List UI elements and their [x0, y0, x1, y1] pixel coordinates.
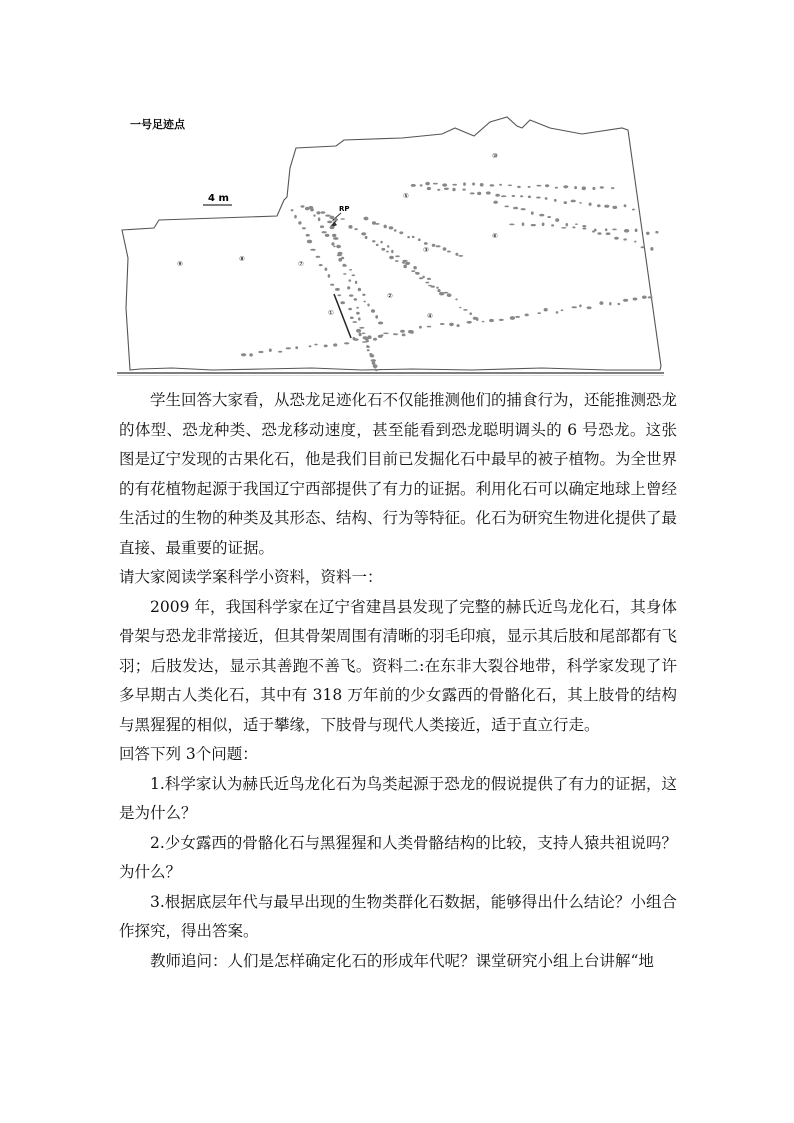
footprint	[364, 337, 369, 340]
footprint	[531, 224, 536, 226]
footprint	[363, 301, 366, 303]
footprint	[536, 197, 541, 199]
footprint	[463, 182, 466, 185]
footprint	[515, 316, 520, 318]
trackway-number-6: ⑥	[492, 232, 498, 240]
footprint	[582, 228, 586, 230]
footprint	[582, 225, 586, 227]
footprint	[403, 265, 407, 269]
footprint	[459, 307, 461, 309]
footprint	[561, 227, 566, 229]
footprint	[313, 214, 315, 216]
paragraph-teacher-followup: 教师追问：人们是怎样确定化石的形成年代呢？课堂研究小组上台讲解“地	[150, 951, 654, 970]
footprint	[489, 319, 494, 322]
footprint	[356, 307, 359, 309]
footprint	[364, 217, 369, 221]
footprint	[536, 185, 541, 187]
trackway-number-5: ⑤	[403, 192, 409, 200]
footprint	[597, 204, 601, 207]
footprint	[564, 201, 568, 204]
footprint	[319, 264, 323, 266]
footprint	[517, 186, 521, 188]
footprint	[321, 211, 326, 214]
body-text	[119, 386, 677, 976]
footprint	[582, 186, 586, 190]
footprint	[333, 237, 339, 240]
footprint	[355, 281, 357, 284]
trackway-number-4: ④	[427, 312, 433, 320]
footprint	[486, 191, 491, 194]
footprint	[432, 244, 436, 247]
question-1: 1.科学家认为赫氏近鸟龙化石为鸟类起源于恐龙的假说提供了有力的证据，这是为什么？	[119, 774, 677, 822]
footprint	[294, 215, 297, 219]
paragraph-materials: 2009 年，我国科学家在辽宁省建昌县发现了完整的赫氏近鸟龙化石，其身体骨架与恐龙非常接近，但其骨架周围有清晰的羽毛印痕，显示其后肢和尾部都有飞羽；后肢发达，显示其善跑不善飞。资料二:在东非大裂谷地带，科学家发现了许多早期古人类化石，其中有 318 万年前的少女露西的骨骼化石，其上肢骨的结构与黑猩猩的相似，适于攀缘，下肢骨与现代人类接近，适于直立行走。	[119, 597, 678, 734]
footprint	[395, 255, 400, 257]
footprint	[490, 184, 495, 186]
scale-stick	[334, 294, 351, 338]
footprint	[462, 189, 465, 191]
footprint	[642, 296, 647, 299]
figure-title: 一号足迹点	[130, 118, 185, 131]
footprint	[624, 229, 629, 233]
footprint	[342, 265, 347, 267]
footprint	[499, 184, 502, 186]
footprint	[433, 183, 438, 185]
footprint	[362, 333, 366, 335]
footprint	[605, 228, 607, 231]
footprint	[528, 186, 531, 188]
footprint	[402, 334, 406, 337]
footprint	[554, 199, 557, 202]
footprint	[365, 236, 368, 239]
footprint	[495, 194, 500, 197]
footprint	[359, 327, 364, 329]
footprint	[522, 222, 525, 226]
footprint	[338, 258, 342, 262]
footprint	[646, 232, 650, 235]
footprint	[617, 303, 620, 305]
footprint	[325, 215, 330, 217]
footprint	[634, 241, 636, 243]
footprint	[436, 287, 439, 289]
footprint	[305, 207, 310, 211]
footprint	[373, 338, 377, 341]
footprint	[389, 256, 394, 260]
footprint	[544, 308, 548, 311]
footprint	[612, 229, 617, 231]
footprint	[278, 351, 282, 353]
trackway-number-3: ③	[423, 246, 429, 254]
footprint	[579, 304, 581, 307]
footprint	[480, 183, 484, 187]
footprint	[380, 241, 382, 244]
footprint	[316, 256, 321, 258]
footprint	[539, 214, 544, 217]
footprint	[320, 225, 324, 228]
footprint	[437, 189, 440, 191]
footprint	[354, 228, 357, 230]
footprint	[444, 188, 449, 190]
footprint	[314, 344, 317, 346]
footprint	[650, 247, 653, 251]
footprint	[332, 234, 336, 237]
footprint	[547, 216, 551, 218]
footprint	[512, 195, 516, 197]
footprint	[316, 211, 320, 214]
footprint	[354, 298, 358, 301]
footprint	[614, 237, 619, 240]
footprint	[366, 345, 369, 348]
footprint	[362, 294, 365, 296]
footprint	[378, 322, 383, 325]
footprint	[400, 330, 405, 333]
footprint	[635, 229, 638, 233]
footprint	[609, 302, 611, 305]
footprint	[572, 306, 577, 308]
footprint	[425, 282, 429, 284]
footprint	[476, 317, 478, 321]
footprint	[455, 253, 458, 256]
footprint	[361, 232, 366, 235]
footprint	[440, 323, 445, 325]
footprint	[386, 251, 389, 253]
footprint	[370, 354, 374, 357]
footprint	[477, 192, 481, 195]
footprint	[525, 314, 529, 317]
footprint	[389, 226, 394, 229]
footprint	[482, 321, 485, 323]
footprint	[606, 232, 611, 235]
footprint	[334, 218, 338, 221]
footprint	[330, 226, 335, 230]
footprint	[499, 319, 504, 321]
footprint	[528, 196, 531, 199]
footprint	[508, 185, 512, 187]
footprint	[325, 234, 330, 237]
rp-label: RP	[339, 205, 350, 213]
footprint	[504, 206, 509, 208]
footprint	[291, 209, 294, 211]
footprint	[375, 223, 379, 225]
footprint	[372, 240, 375, 242]
trackway-number-9: ⑨	[177, 260, 183, 268]
trackway-number-1: ①	[328, 309, 334, 317]
footprint	[333, 343, 337, 346]
footprint	[436, 245, 441, 247]
footprint	[561, 309, 564, 311]
footprint	[411, 184, 416, 187]
footprint	[579, 202, 582, 204]
footprint	[575, 223, 578, 225]
paragraph-reading-prompt: 请大家阅读学案科学小资料，资料一：	[119, 568, 383, 586]
footprint	[555, 187, 558, 189]
footprint	[306, 234, 310, 237]
footprint	[356, 312, 360, 315]
footprint	[384, 225, 387, 229]
footprint	[604, 205, 609, 208]
footprint	[344, 342, 349, 344]
footprint	[437, 289, 440, 292]
footprint	[328, 274, 331, 278]
footprint	[463, 309, 467, 311]
footprint	[350, 317, 354, 320]
question-2: 2.少女露西的骨骼化石与黑猩猩和人类骨骼结构的比较，支持人猿共祖说吗？为什么？	[119, 833, 677, 881]
footprint	[531, 211, 534, 214]
footprint	[399, 231, 403, 234]
footprints	[241, 182, 659, 371]
footprint	[566, 223, 569, 226]
footprint	[349, 279, 352, 281]
footprint	[327, 221, 332, 224]
footprint	[418, 238, 421, 241]
footprint	[442, 183, 447, 186]
footprint	[632, 209, 635, 211]
footprint	[542, 223, 545, 227]
footprint	[623, 238, 627, 240]
footprint	[572, 226, 575, 228]
footprint	[449, 323, 454, 327]
trackway-number-7: ⑦	[298, 260, 304, 268]
footprint	[521, 208, 526, 210]
footprint	[633, 298, 638, 301]
footprint	[597, 232, 601, 235]
footprint	[408, 330, 413, 334]
footprint	[302, 227, 306, 229]
footprint	[589, 203, 592, 206]
footprint	[381, 248, 385, 251]
site-outline	[122, 117, 661, 370]
footprint	[424, 242, 428, 245]
footprint	[241, 353, 246, 356]
footprint	[367, 349, 370, 351]
footprint	[612, 206, 617, 209]
footprint	[427, 278, 431, 280]
paragraph-explanation: 学生回答大家看，从恐龙足迹化石不仅能推测他们的捕食行为，还能推测恐龙的体型、恐龙种类、恐龙移动速度，甚至能看到恐龙聪明调头的 6 号恐龙。这张图是辽宁发现的古果化石，他是我们目前已发掘化石中最早的被子植物。为全世界的有花植物起源于我国辽宁西部提供了有力的证据。利用化石可以确定地球上曾经生活过的生物的种类及其形态、结构、行为等特征。化石为研究生物进化提供了最直接、最重要的证据。	[119, 391, 678, 557]
footprint	[383, 333, 389, 335]
footprint	[391, 250, 393, 253]
footprint	[452, 184, 457, 186]
footprint	[510, 316, 515, 320]
footprint	[427, 326, 432, 328]
footprint	[301, 205, 305, 207]
footprint	[337, 294, 341, 296]
footprint	[599, 301, 603, 305]
footprint	[420, 184, 423, 186]
footprint	[367, 304, 369, 307]
footprint	[375, 315, 378, 319]
footprint	[310, 249, 315, 251]
footprint	[387, 245, 389, 248]
footprint	[520, 195, 523, 197]
footprint	[318, 217, 321, 221]
footprint	[343, 273, 346, 275]
footprint	[330, 216, 335, 220]
footprint	[413, 266, 417, 269]
footprint	[641, 246, 645, 248]
footprint	[594, 229, 597, 232]
footprint	[470, 192, 475, 194]
footprint	[467, 321, 472, 324]
footprint	[419, 326, 422, 329]
footprint	[611, 187, 614, 189]
footprint	[393, 333, 396, 335]
footprint	[331, 242, 334, 245]
footprint	[412, 236, 415, 238]
footprint	[375, 369, 378, 371]
footprint	[286, 347, 291, 349]
footprint	[545, 184, 549, 187]
footprint	[501, 195, 507, 197]
footprint	[269, 349, 272, 352]
footprint	[411, 270, 415, 272]
footprint	[405, 262, 410, 265]
footprint	[447, 251, 451, 253]
footprint	[307, 240, 312, 244]
footprint	[335, 288, 340, 291]
footprint	[340, 218, 345, 220]
footprint	[249, 353, 253, 356]
footprint	[295, 346, 298, 349]
footprint	[347, 286, 350, 289]
footprint	[425, 182, 430, 186]
footprint	[563, 185, 568, 188]
footprint	[358, 288, 361, 292]
footprint	[431, 286, 435, 288]
footprint	[648, 296, 653, 298]
footprint	[513, 207, 518, 210]
footprint	[362, 341, 367, 343]
trackway-map-figure	[112, 108, 670, 376]
trackway-number-10: ⑩	[492, 152, 498, 160]
footprint	[416, 272, 420, 275]
footprint	[371, 309, 375, 313]
footprint	[352, 274, 356, 276]
footprint	[443, 292, 448, 294]
footprint	[551, 224, 554, 226]
footprint	[457, 324, 460, 327]
footprint	[337, 252, 342, 255]
footprint	[574, 186, 577, 189]
footprint	[348, 225, 352, 229]
trackway-number-8: ⑧	[239, 255, 245, 263]
footprint	[336, 245, 341, 248]
scale-label: 4 m	[208, 193, 229, 204]
footprint	[623, 299, 628, 302]
footprint	[322, 231, 327, 233]
footprint	[349, 269, 352, 271]
footprint	[298, 221, 301, 224]
footprint	[371, 359, 376, 362]
footprint	[427, 187, 431, 190]
footprint	[353, 338, 359, 341]
footprint	[356, 329, 361, 333]
footprint	[325, 268, 328, 271]
footprint	[443, 247, 447, 251]
footprint	[381, 334, 384, 336]
footprint	[545, 197, 548, 200]
footprint	[309, 345, 312, 347]
footprint	[655, 231, 658, 234]
footprint	[333, 246, 336, 248]
footprint	[452, 188, 455, 192]
footprint	[587, 306, 592, 309]
paragraph-questions-intro: 回答下列 3个问题：	[119, 745, 258, 763]
footprint	[472, 183, 475, 186]
footprint	[509, 224, 514, 226]
footprint	[394, 229, 397, 231]
footprint	[422, 276, 425, 279]
footprint	[310, 208, 314, 211]
footprint	[359, 333, 362, 337]
footprint	[330, 284, 334, 286]
footprint	[348, 308, 352, 311]
footprint	[458, 255, 463, 257]
footprint	[537, 312, 541, 314]
footprint	[592, 187, 595, 190]
footprint	[324, 345, 328, 348]
footprint	[373, 364, 378, 368]
footprint	[402, 260, 407, 262]
trackway-map	[112, 108, 670, 376]
footprint	[407, 236, 410, 238]
footprint	[455, 298, 457, 300]
footprint	[395, 260, 399, 262]
footprint	[469, 312, 472, 315]
question-3: 3.根据底层年代与最早出现的生物类群化石数据，能够得出什么结论？小组合作探究，得出答案。	[119, 892, 677, 940]
footprint	[376, 244, 379, 246]
footprint	[555, 218, 559, 222]
trackway-number-2: ②	[387, 292, 393, 300]
footprint	[556, 311, 559, 314]
footprint	[352, 321, 357, 323]
footprint	[358, 317, 361, 320]
footprint	[447, 293, 452, 297]
footprint	[600, 186, 604, 188]
footprint	[340, 301, 345, 304]
footprint	[571, 200, 576, 203]
footprint	[624, 204, 627, 207]
footprint	[493, 201, 497, 204]
footprint	[349, 294, 353, 296]
footprint	[258, 351, 263, 353]
